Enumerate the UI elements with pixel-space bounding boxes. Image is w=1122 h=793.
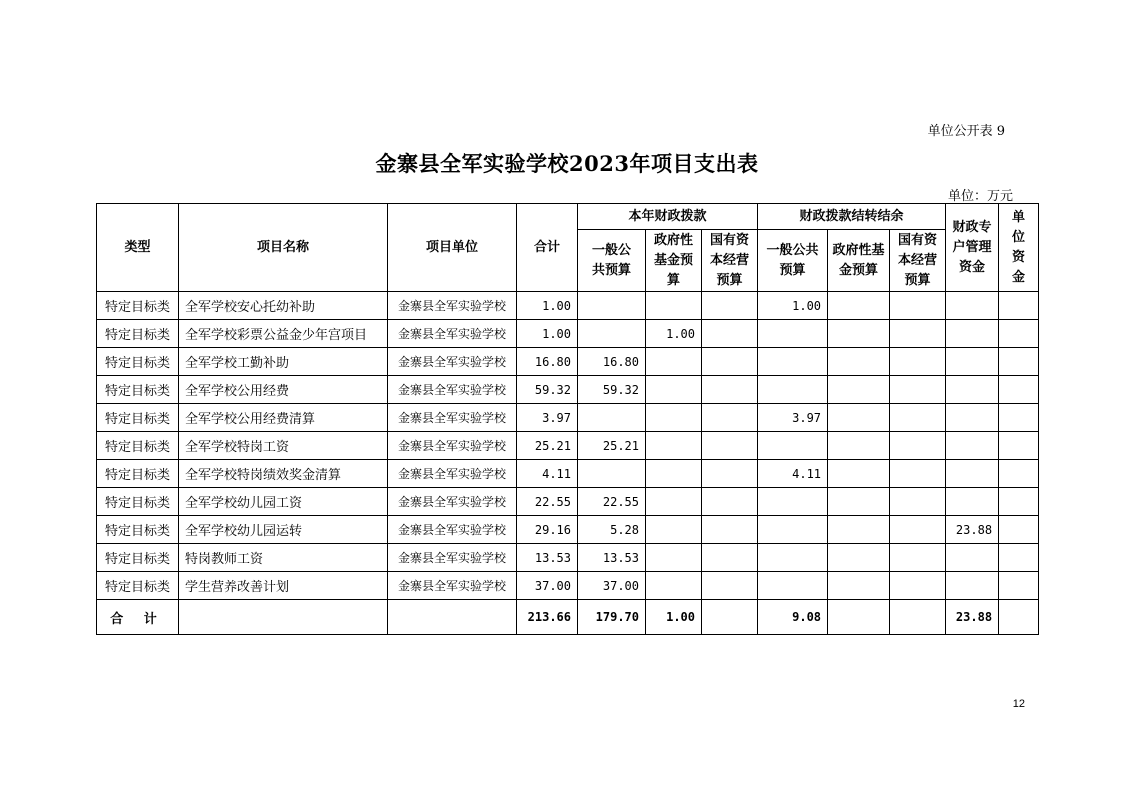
- page-number: 12: [1012, 698, 1025, 710]
- row-project-name: 全军学校彩票公益金少年宫项目: [179, 320, 388, 348]
- row-state-capital: [702, 292, 758, 320]
- table-row: [97, 348, 1039, 376]
- totals-carry-gov-fund: [828, 600, 890, 635]
- row-carry-state-capital: [890, 404, 946, 432]
- project-expenditure-table: [96, 203, 1039, 635]
- header-carryover: 财政拨款结转结余: [758, 204, 946, 230]
- row-unit-fund: [999, 488, 1039, 516]
- row-total: 4.11: [517, 460, 578, 488]
- row-special: [946, 376, 999, 404]
- row-carry-general: [758, 320, 828, 348]
- row-unit-fund: [999, 348, 1039, 376]
- row-gov-fund: [646, 404, 702, 432]
- row-total: 1.00: [517, 320, 578, 348]
- row-carry-gov-fund: [828, 320, 890, 348]
- row-special: [946, 488, 999, 516]
- row-carry-state-capital: [890, 516, 946, 544]
- row-project-name: 特岗教师工资: [179, 544, 388, 572]
- row-special: [946, 404, 999, 432]
- row-carry-general: 4.11: [758, 460, 828, 488]
- row-carry-general: 1.00: [758, 292, 828, 320]
- header-gov-fund: 政府性基金预算: [646, 230, 702, 292]
- row-carry-state-capital: [890, 292, 946, 320]
- row-special: [946, 348, 999, 376]
- row-unit-fund: [999, 292, 1039, 320]
- row-total: 3.97: [517, 404, 578, 432]
- row-carry-state-capital: [890, 572, 946, 600]
- table-row: [97, 432, 1039, 460]
- row-state-capital: [702, 572, 758, 600]
- row-carry-gov-fund: [828, 376, 890, 404]
- row-type: 特定目标类: [97, 432, 179, 460]
- row-carry-gov-fund: [828, 404, 890, 432]
- row-carry-state-capital: [890, 488, 946, 516]
- row-total: 16.80: [517, 348, 578, 376]
- row-type: 特定目标类: [97, 572, 179, 600]
- header-general-budget: 一般公共预算: [578, 230, 646, 292]
- totals-carry-general: 9.08: [758, 600, 828, 635]
- row-carry-general: [758, 572, 828, 600]
- totals-unit-cell: [388, 600, 517, 635]
- row-total: 59.32: [517, 376, 578, 404]
- row-state-capital: [702, 404, 758, 432]
- row-general: [578, 404, 646, 432]
- header-special-fund: 财政专户管理资金: [946, 204, 999, 292]
- table-row: [97, 488, 1039, 516]
- row-total: 25.21: [517, 432, 578, 460]
- row-carry-general: [758, 488, 828, 516]
- totals-carry-state-capital: [890, 600, 946, 635]
- header-carry-state-capital: 国有资本经营预算: [890, 230, 946, 292]
- row-project-name: 全军学校公用经费清算: [179, 404, 388, 432]
- row-project-unit: 金寨县全军实验学校: [388, 320, 517, 348]
- row-unit-fund: [999, 544, 1039, 572]
- header-carry-gov-fund: 政府性基金预算: [828, 230, 890, 292]
- row-carry-gov-fund: [828, 516, 890, 544]
- row-project-name: 全军学校幼儿园工资: [179, 488, 388, 516]
- row-special: [946, 572, 999, 600]
- row-project-unit: 金寨县全军实验学校: [388, 488, 517, 516]
- form-number: 单位公开表 9: [927, 124, 1005, 139]
- row-project-name: 全军学校工勤补助: [179, 348, 388, 376]
- row-total: 1.00: [517, 292, 578, 320]
- row-total: 22.55: [517, 488, 578, 516]
- row-type: 特定目标类: [97, 292, 179, 320]
- row-general: [578, 460, 646, 488]
- row-type: 特定目标类: [97, 544, 179, 572]
- totals-state-capital: [702, 600, 758, 635]
- header-unit-fund: 单位资金: [999, 204, 1039, 292]
- row-carry-general: [758, 376, 828, 404]
- table-row: [97, 404, 1039, 432]
- unit-label: 单位：万元: [947, 189, 1013, 204]
- row-project-unit: 金寨县全军实验学校: [388, 460, 517, 488]
- row-gov-fund: 1.00: [646, 320, 702, 348]
- totals-row: [97, 600, 1039, 635]
- header-current-year: 本年财政拨款: [578, 204, 758, 230]
- row-special: [946, 432, 999, 460]
- page-title: 金寨县全军实验学校2023年项目支出表: [375, 151, 759, 176]
- row-general: 22.55: [578, 488, 646, 516]
- row-state-capital: [702, 488, 758, 516]
- row-total: 29.16: [517, 516, 578, 544]
- row-type: 特定目标类: [97, 488, 179, 516]
- totals-unit-fund: [999, 600, 1039, 635]
- row-project-unit: 金寨县全军实验学校: [388, 516, 517, 544]
- row-gov-fund: [646, 516, 702, 544]
- row-project-unit: 金寨县全军实验学校: [388, 292, 517, 320]
- row-carry-gov-fund: [828, 572, 890, 600]
- row-general: 37.00: [578, 572, 646, 600]
- header-project-unit: 项目单位: [388, 204, 517, 292]
- totals-name-cell: [179, 600, 388, 635]
- row-project-unit: 金寨县全军实验学校: [388, 572, 517, 600]
- row-carry-state-capital: [890, 348, 946, 376]
- row-project-unit: 金寨县全军实验学校: [388, 348, 517, 376]
- row-project-unit: 金寨县全军实验学校: [388, 432, 517, 460]
- row-project-name: 全军学校公用经费: [179, 376, 388, 404]
- row-state-capital: [702, 432, 758, 460]
- row-gov-fund: [646, 376, 702, 404]
- row-unit-fund: [999, 320, 1039, 348]
- row-state-capital: [702, 348, 758, 376]
- row-state-capital: [702, 516, 758, 544]
- row-type: 特定目标类: [97, 460, 179, 488]
- table-row: [97, 544, 1039, 572]
- table-row: [97, 320, 1039, 348]
- row-gov-fund: [646, 432, 702, 460]
- table-row: [97, 572, 1039, 600]
- row-carry-gov-fund: [828, 460, 890, 488]
- row-gov-fund: [646, 544, 702, 572]
- row-special: [946, 292, 999, 320]
- row-carry-general: 3.97: [758, 404, 828, 432]
- row-gov-fund: [646, 348, 702, 376]
- row-general: 16.80: [578, 348, 646, 376]
- row-special: [946, 460, 999, 488]
- row-carry-state-capital: [890, 320, 946, 348]
- totals-total: 213.66: [517, 600, 578, 635]
- row-type: 特定目标类: [97, 404, 179, 432]
- header-total: 合计: [517, 204, 578, 292]
- row-carry-gov-fund: [828, 488, 890, 516]
- table-row: [97, 460, 1039, 488]
- row-carry-gov-fund: [828, 432, 890, 460]
- row-total: 13.53: [517, 544, 578, 572]
- row-general: 59.32: [578, 376, 646, 404]
- row-carry-general: [758, 348, 828, 376]
- row-carry-general: [758, 544, 828, 572]
- row-project-name: 全军学校特岗工资: [179, 432, 388, 460]
- row-gov-fund: [646, 292, 702, 320]
- header-state-capital: 国有资本经营预算: [702, 230, 758, 292]
- row-gov-fund: [646, 572, 702, 600]
- row-general: 13.53: [578, 544, 646, 572]
- row-type: 特定目标类: [97, 320, 179, 348]
- row-gov-fund: [646, 488, 702, 516]
- row-project-unit: 金寨县全军实验学校: [388, 376, 517, 404]
- table-row: [97, 292, 1039, 320]
- row-project-unit: 金寨县全军实验学校: [388, 544, 517, 572]
- header-type: 类型: [97, 204, 179, 292]
- row-project-name: 全军学校安心托幼补助: [179, 292, 388, 320]
- row-unit-fund: [999, 404, 1039, 432]
- row-project-name: 全军学校特岗绩效奖金清算: [179, 460, 388, 488]
- row-general: [578, 320, 646, 348]
- row-unit-fund: [999, 516, 1039, 544]
- row-project-name: 学生营养改善计划: [179, 572, 388, 600]
- row-gov-fund: [646, 460, 702, 488]
- table-row: [97, 376, 1039, 404]
- row-general: [578, 292, 646, 320]
- row-carry-state-capital: [890, 460, 946, 488]
- row-special: [946, 320, 999, 348]
- row-special: [946, 544, 999, 572]
- totals-special: 23.88: [946, 600, 999, 635]
- row-project-unit: 金寨县全军实验学校: [388, 404, 517, 432]
- row-general: 5.28: [578, 516, 646, 544]
- row-state-capital: [702, 320, 758, 348]
- row-type: 特定目标类: [97, 376, 179, 404]
- row-carry-general: [758, 516, 828, 544]
- table-row: [97, 516, 1039, 544]
- row-carry-gov-fund: [828, 348, 890, 376]
- row-carry-general: [758, 432, 828, 460]
- row-carry-state-capital: [890, 544, 946, 572]
- header-carry-general: 一般公共预算: [758, 230, 828, 292]
- row-carry-state-capital: [890, 376, 946, 404]
- row-carry-gov-fund: [828, 544, 890, 572]
- row-unit-fund: [999, 432, 1039, 460]
- totals-label: 合 计: [97, 600, 179, 635]
- row-type: 特定目标类: [97, 516, 179, 544]
- row-general: 25.21: [578, 432, 646, 460]
- row-state-capital: [702, 544, 758, 572]
- row-project-name: 全军学校幼儿园运转: [179, 516, 388, 544]
- row-unit-fund: [999, 572, 1039, 600]
- row-state-capital: [702, 460, 758, 488]
- header-project-name: 项目名称: [179, 204, 388, 292]
- totals-general: 179.70: [578, 600, 646, 635]
- row-unit-fund: [999, 460, 1039, 488]
- row-carry-gov-fund: [828, 292, 890, 320]
- totals-gov-fund: 1.00: [646, 600, 702, 635]
- row-state-capital: [702, 376, 758, 404]
- row-unit-fund: [999, 376, 1039, 404]
- row-special: 23.88: [946, 516, 999, 544]
- row-carry-state-capital: [890, 432, 946, 460]
- row-total: 37.00: [517, 572, 578, 600]
- row-type: 特定目标类: [97, 348, 179, 376]
